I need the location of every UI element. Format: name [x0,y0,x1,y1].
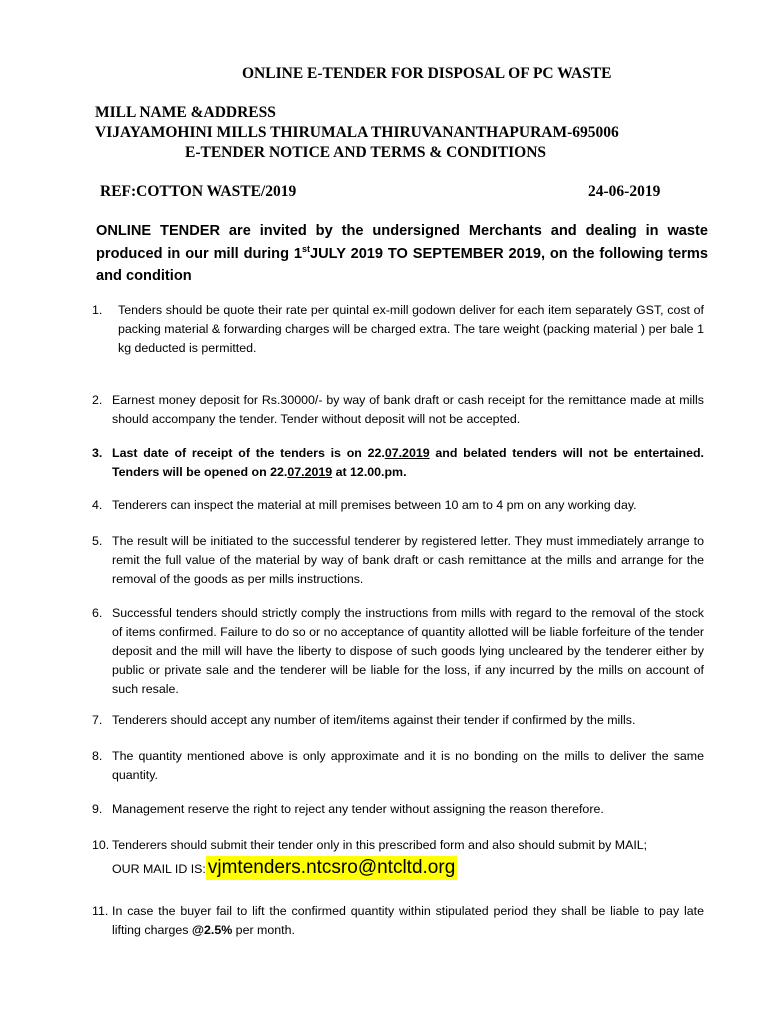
term-text: Tenders should be quote their rate per quintal ex-mill godown deliver for each item separately GST, cost of packing material & forwarding charges will be charged extra. The tare weight (packing material ) per bale 1 kg deducted is permitted. [118,303,704,355]
term-item-6 [92,604,704,699]
term-text: Tenderers can inspect the material at mill premises between 10 am to 4 pm on any working day. [112,498,637,512]
term-number: 4. [92,498,103,512]
intro-text-b: JULY 2019 TO SEPTEMBER 2019, on the following terms and condition [96,245,708,284]
intro-paragraph [96,220,708,288]
term-11-tail: per month. [232,923,295,937]
late-charge-rate: @2.5% [191,923,233,937]
notice-date: 24-06-2019 [588,183,661,200]
term-number: 3. [92,446,103,460]
document-title: ONLINE E-TENDER FOR DISPOSAL OF PC WASTE [242,65,612,82]
term-item-9 [92,800,704,819]
term-number: 1. [92,303,103,317]
term-number: 8. [92,749,103,763]
mill-address: VIJAYAMOHINI MILLS THIRUMALA THIRUVANANTHAPURAM-695006 [95,124,619,141]
term-3-open-date-underlined: 07.2019 [287,465,333,479]
mail-id-line [112,856,457,880]
term-text: Successful tenders should strictly comply the instructions from mills with regard to the removal of the stock of items confirmed. Failure to do so or no acceptance of quantity allotted will be liable forfeiture of the tender deposit and the mill will have the liberty to dispose of such goods lying uncleared by the tenderer either by public or private sale and the tenderer will be liable for the loss, if any incurred by the mills on account of such resale. [112,606,704,696]
notice-title: E-TENDER NOTICE AND TERMS & CONDITIONS [185,144,547,161]
term-3-date-underlined: 07.2019 [384,446,430,460]
term-text: Earnest money deposit for Rs.30000/- by way of bank draft or cash receipt for the remittance made at mills should accompany the tender. Tender without deposit will not be accepted. [112,393,704,426]
intro-lead: ONLINE TENDER [96,223,221,239]
term-item-1 [92,301,704,358]
term-text [92,902,704,940]
term-item-2 [92,391,704,429]
term-item-4 [92,496,704,515]
term-text: Tenderers should accept any number of item/items against their tender if confirmed by the mills. [112,713,636,727]
term-number: 6. [92,606,103,620]
term-text: The result will be initiated to the successful tenderer by registered letter. They must immediately arrange to remit the full value of the material by way of bank draft or cash remittance at the mills and arrange for the removal of the goods as per mills instructions. [112,534,704,586]
term-11-text: In case the buyer fail to lift the confirmed quantity within stipulated period they shall be liable to pay late lifting charges [112,904,704,937]
term-number: 5. [92,534,103,548]
term-number: 9. [92,802,103,816]
term-text [92,444,704,482]
term-item-7 [92,711,704,730]
term-item-3 [92,444,704,482]
mill-name-label: MILL NAME &ADDRESS [95,104,276,121]
term-text: Tenderers should submit their tender only in this prescribed form and also should submit by MAIL; [112,838,648,852]
reference-number: REF:COTTON WASTE/2019 [100,183,297,200]
term-item-8 [92,747,704,785]
term-text: The quantity mentioned above is only approximate and it is no bonding on the mills to deliver the same quantity. [112,749,704,782]
term-item-5 [92,532,704,589]
term-3-part-e: at 12.00.pm. [332,465,407,479]
term-number: 7. [92,713,103,727]
term-text: Management reserve the right to reject any tender without assigning the reason therefore. [112,802,604,816]
intro-text-a: are invited by the undersigned Merchants and dealing in waste produced in our mill during 1 [96,223,708,262]
term-number: 11. [92,904,109,918]
mail-address-link[interactable]: vjmtenders.ntcsro@ntcltd.org [207,857,456,878]
term-item-11 [92,902,704,940]
intro-superscript: st [301,243,310,254]
term-number: 10. [92,838,110,852]
term-number: 2. [92,393,103,407]
term-3-part-c: and belated tenders will not be entertained. Tenders will be opened on 22. [112,446,705,479]
mail-label: OUR MAIL ID IS: [112,862,206,876]
term-item-10 [92,836,704,855]
term-3-part-a: Last date of receipt of the tenders is on 22. [112,446,385,460]
